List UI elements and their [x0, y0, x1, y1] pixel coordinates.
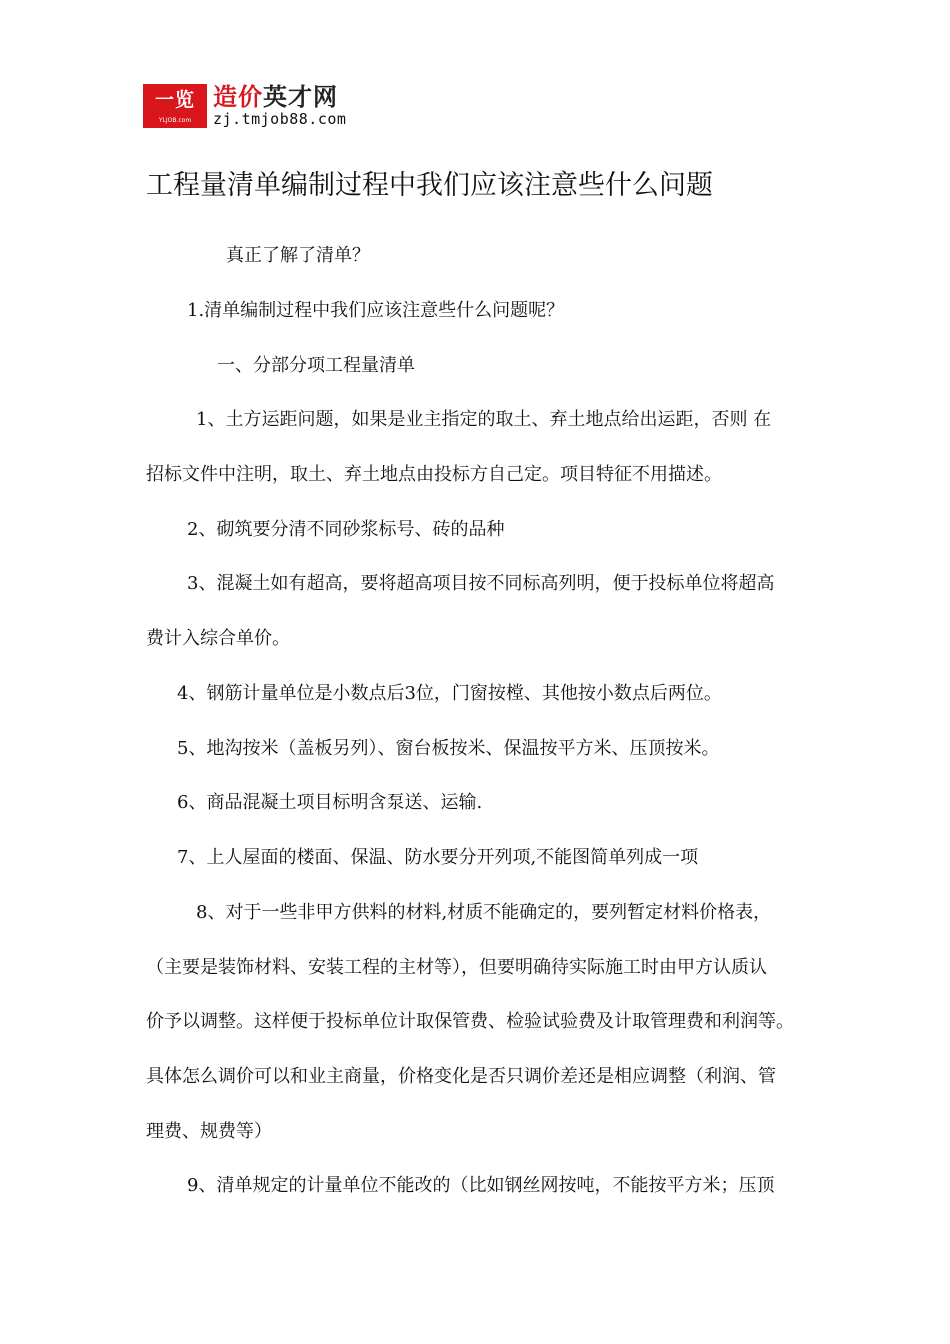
- logo-text: [213, 84, 346, 128]
- paragraph-line: 5、地沟按米（盖板另列）、窗台板按米、保温按平方米、压顶按米。: [177, 738, 720, 759]
- paragraph-line: 1、土方运距问题，如果是业主指定的取土、弃土地点给出运距，否则 在: [196, 409, 772, 430]
- paragraph-line: 7、上人屋面的楼面、保温、防水要分开列项,不能图简单列成一项: [177, 847, 699, 868]
- logo-badge-text: 一览: [154, 89, 195, 111]
- paragraph-line: 理费、规费等）: [146, 1121, 272, 1142]
- paragraph-line: 9、清单规定的计量单位不能改的（比如钢丝网按吨，不能按平方米；压顶: [187, 1175, 775, 1196]
- paragraph-line: 具体怎么调价可以和业主商量，价格变化是否只调价差还是相应调整（利润、管: [146, 1066, 776, 1087]
- document-title: 工程量清单编制过程中我们应该注意些什么问题: [146, 170, 713, 201]
- logo-name-part1: 造价: [213, 83, 263, 111]
- paragraph-line: 价予以调整。这样便于投标单位计取保管费、检验试验费及计取管理费和利润等。: [146, 1011, 794, 1032]
- logo-badge: [143, 84, 207, 128]
- site-logo[interactable]: [143, 84, 346, 128]
- section-heading: 一、分部分项工程量清单: [217, 355, 415, 376]
- logo-name: [213, 84, 346, 110]
- paragraph-line: 招标文件中注明，取土、弃土地点由投标方自己定。项目特征不用描述。: [146, 464, 722, 485]
- paragraph-line: 3、混凝土如有超高，要将超高项目按不同标高列明，便于投标单位将超高: [187, 573, 775, 594]
- paragraph-line: 1.清单编制过程中我们应该注意些什么问题呢？: [187, 300, 565, 321]
- paragraph-line: 4、钢筋计量单位是小数点后3位，门窗按樘、其他按小数点后两位。: [177, 683, 722, 704]
- paragraph-line: 真正了解了清单？: [226, 245, 370, 266]
- logo-badge-subtext: YLJOB.com: [158, 117, 192, 124]
- paragraph-line: 费计入综合单价。: [146, 628, 290, 649]
- logo-url: zj.tmjob88.com: [213, 110, 347, 128]
- paragraph-line: （主要是装饰材料、安装工程的主材等），但要明确待实际施工时由甲方认质认: [146, 957, 767, 978]
- logo-name-part2: 英才网: [263, 83, 338, 111]
- paragraph-line: 2、砌筑要分清不同砂浆标号、砖的品种: [187, 519, 505, 540]
- paragraph-line: 6、商品混凝土项目标明含泵送、运输.: [177, 792, 483, 813]
- paragraph-line: 8、对于一些非甲方供料的材料,材质不能确定的，要列暂定材料价格表，: [196, 902, 772, 923]
